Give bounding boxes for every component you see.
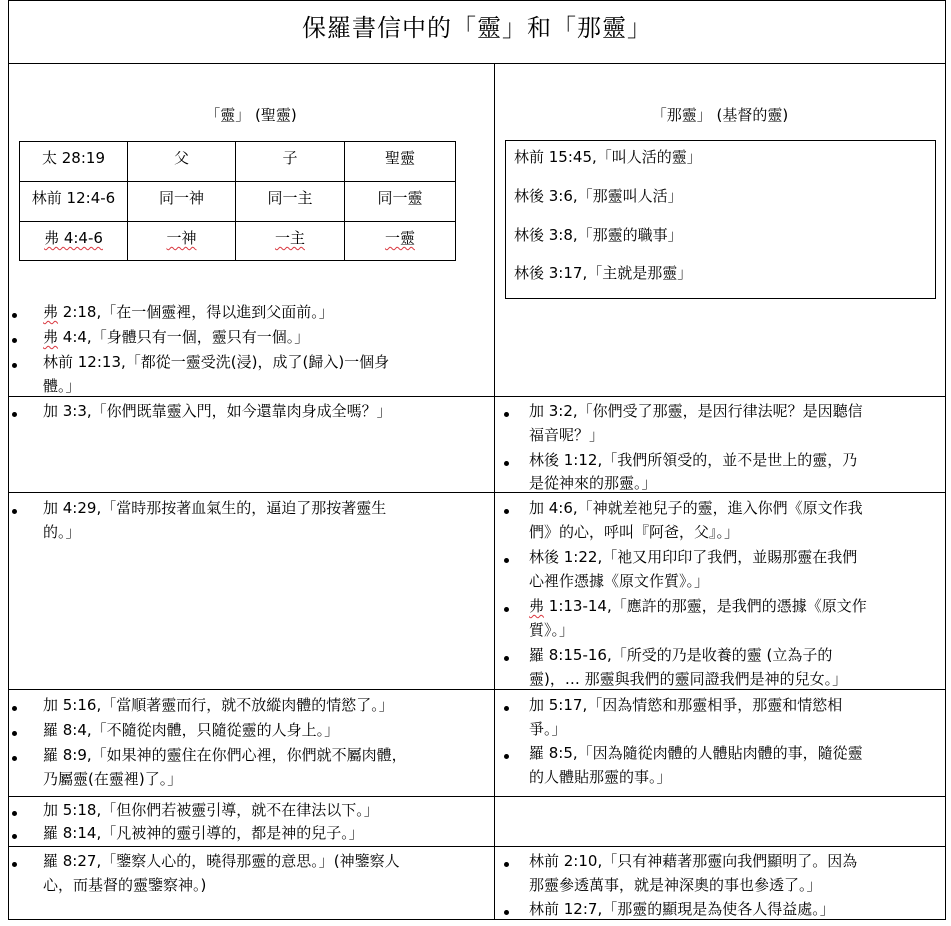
- table-cell: 同一靈: [345, 182, 456, 222]
- list-item: 加 4:29,「當時那按著血氣生的，逼迫了那按著靈生: [43, 499, 387, 517]
- table-cell: 聖靈: [345, 142, 456, 182]
- ref-text: 弗: [529, 597, 545, 615]
- table-cell: [128, 222, 236, 261]
- verse-text: 4:4,「身體只有一個，靈只有一個。」: [58, 328, 310, 346]
- list-item: 加 3:2,「你們受了那靈，是因行律法呢？是因聽信: [529, 402, 863, 420]
- list-item-continued: 是從神來的那靈。」: [529, 474, 657, 492]
- bullet: [504, 754, 509, 759]
- table-cell: 林前 12:4-6: [20, 182, 128, 222]
- cell-text: 弗 4:4-6: [44, 229, 103, 247]
- list-item-continued: 福音呢？」: [529, 426, 605, 444]
- border-top: [8, 0, 946, 1]
- column-divider: [494, 63, 495, 920]
- box-line: 林前 15:45,「叫人活的靈」: [514, 148, 702, 166]
- row-divider: [8, 492, 946, 493]
- list-item: 羅 8:14,「凡被神的靈引導的，都是神的兒子。」: [43, 824, 364, 842]
- list-item: [43, 300, 334, 324]
- spirit-box: [505, 140, 936, 299]
- bullet: [504, 558, 509, 563]
- list-item: 林後 1:22,「祂又用印印了我們，並賜那靈在我們: [529, 548, 858, 566]
- bullet: [504, 910, 509, 915]
- table-cell: [20, 222, 128, 261]
- list-item: [43, 325, 309, 349]
- table-cell: [345, 222, 456, 261]
- bullet: [12, 862, 17, 867]
- list-item: 羅 8:27,「鑒察人心的，曉得那靈的意思。」(神鑒察人: [43, 852, 400, 870]
- table-cell: 同一主: [236, 182, 345, 222]
- table-row: [20, 142, 456, 182]
- trinity-table: [19, 141, 456, 261]
- list-item-continued: 心，而基督的靈鑒察神。): [43, 876, 207, 894]
- box-line: 林後 3:6,「那靈叫人活」: [514, 187, 683, 205]
- bullet: [504, 607, 509, 612]
- left-column-heading: 「靈」 (聖靈): [205, 106, 297, 124]
- cell-text: 一神: [166, 229, 197, 247]
- box-line: 林後 3:17,「主就是那靈」: [514, 264, 693, 282]
- right-column-heading: 「那靈」 (基督的靈): [651, 106, 789, 124]
- list-item-continued: 們》的心，呼叫『阿爸，父』。」: [529, 523, 740, 541]
- ref-text: 弗: [43, 328, 59, 346]
- list-item: 加 4:6,「神就差祂兒子的靈，進入你們《原文作我: [529, 499, 863, 517]
- table-cell: 同一神: [128, 182, 236, 222]
- list-item-continued: 那靈參透萬事，就是神深奧的事也參透了。」: [529, 876, 822, 894]
- document-frame: [8, 0, 946, 920]
- list-item-continued: 體。」: [43, 377, 81, 395]
- bullet: [504, 706, 509, 711]
- bullet: [504, 656, 509, 661]
- list-item: 林後 1:12,「我們所領受的，並不是世上的靈，乃: [529, 451, 858, 469]
- list-item-continued: 爭。」: [529, 720, 567, 738]
- bullet: [12, 338, 17, 343]
- cell-text: 一主: [274, 229, 305, 247]
- list-item: 林前 12:13,「都從一靈受洗(浸)，成了(歸入)一個身: [43, 353, 390, 371]
- list-item: 林前 2:10,「只有神藉著那靈向我們顯明了。因為: [529, 852, 858, 870]
- verse-text: 1:13-14,「應許的那靈，是我們的憑據《原文作: [544, 597, 867, 615]
- list-item: 加 3:3,「你們既靠靈入門，如今還靠肉身成全嗎？」: [43, 402, 392, 420]
- bullet: [12, 313, 17, 318]
- row-divider: [8, 796, 946, 797]
- bullet: [504, 509, 509, 514]
- row-divider: [8, 396, 946, 397]
- bullet: [12, 363, 17, 368]
- verse-text: 2:18,「在一個靈裡，得以進到父面前。」: [58, 303, 334, 321]
- cell-text: 一靈: [384, 229, 415, 247]
- list-item: 羅 8:15-16,「所受的乃是收養的靈 (立為子的: [529, 646, 833, 664]
- bullet: [504, 461, 509, 466]
- list-item: 林前 12:7,「那靈的顯現是為使各人得益處。」: [529, 900, 835, 918]
- box-line: 林後 3:8,「那靈的職事」: [514, 226, 683, 244]
- list-item: 加 5:17,「因為情慾和那靈相爭，那靈和情慾相: [529, 696, 843, 714]
- table-row: [20, 182, 456, 222]
- bullet: [12, 509, 17, 514]
- bullet: [12, 706, 17, 711]
- list-item: 加 5:18,「但你們若被靈引導，就不在律法以下。」: [43, 801, 379, 819]
- table-cell: 太 28:19: [20, 142, 128, 182]
- bullet: [504, 412, 509, 417]
- list-item: 羅 8:4,「不隨從肉體，只隨從靈的人身上。」: [43, 721, 340, 739]
- border-left: [8, 0, 9, 920]
- bullet: [12, 756, 17, 761]
- row-divider: [8, 846, 946, 847]
- table-row: [20, 222, 456, 261]
- list-item-continued: 乃屬靈(在靈裡)了。」: [43, 770, 183, 788]
- list-item: [529, 594, 867, 618]
- list-item-continued: 質》。」: [529, 621, 575, 639]
- list-item-continued: 的。」: [43, 523, 81, 541]
- table-cell: 父: [128, 142, 236, 182]
- bullet: [504, 862, 509, 867]
- table-cell: [236, 222, 345, 261]
- list-item-continued: 心裡作憑據《原文作質》。」: [529, 572, 710, 590]
- ref-text: 弗: [43, 303, 59, 321]
- page-title: 保羅書信中的「靈」和「那靈」: [302, 14, 652, 42]
- list-item-continued: 靈)，… 那靈與我們的靈同證我們是神的兒女。」: [529, 670, 848, 688]
- bullet: [12, 412, 17, 417]
- table-cell: 子: [236, 142, 345, 182]
- border-right: [945, 0, 946, 920]
- bullet: [12, 834, 17, 839]
- list-item: 羅 8:9,「如果神的靈住在你們心裡，你們就不屬肉體，: [43, 746, 407, 764]
- list-item-continued: 的人體貼那靈的事。」: [529, 768, 672, 786]
- bullet: [12, 811, 17, 816]
- list-item: 羅 8:5,「因為隨從肉體的人體貼肉體的事，隨從靈: [529, 744, 863, 762]
- row-divider: [8, 63, 946, 64]
- bullet: [12, 731, 17, 736]
- list-item: 加 5:16,「當順著靈而行，就不放縱肉體的情慾了。」: [43, 696, 394, 714]
